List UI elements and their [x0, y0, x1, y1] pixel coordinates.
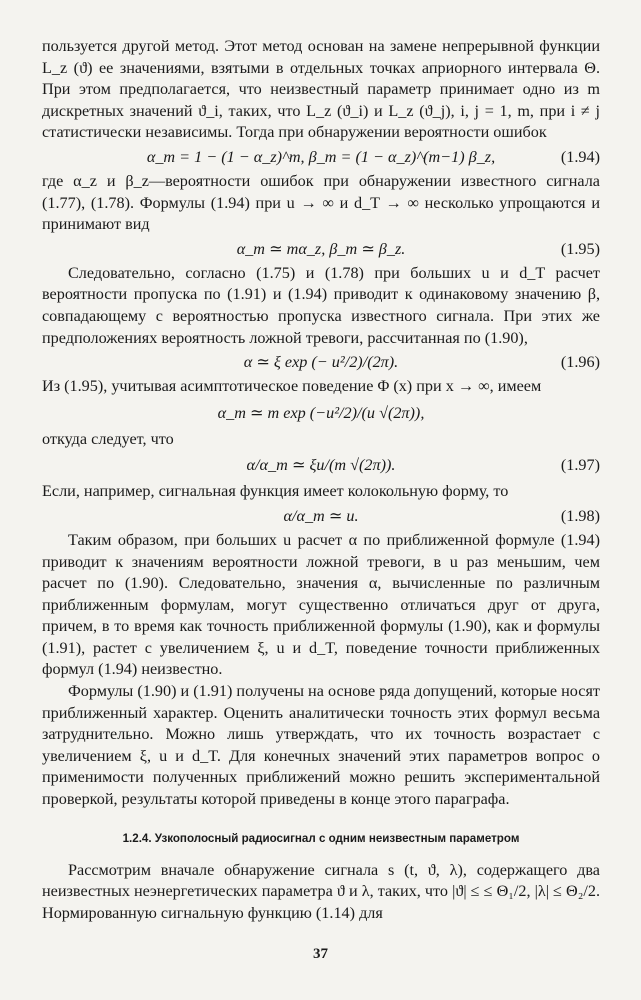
- paragraph-3: Следовательно, согласно (1.75) и (1.78) при больших u и d_T расчет вероятности пропуска по (1.91) и (1.94) приводит к одинаковому значению β, совпадающему с вероятностью пропуска известного сигнала. При этих же предположениях вероятность ложной тревоги, рассчитанная по (1.90),: [42, 263, 600, 347]
- equation-number: (1.97): [560, 456, 600, 475]
- equation-formula: α_m = 1 − (1 − α_z)^m, β_m = (1 − α_z)^(m−1) β_z,: [146, 147, 496, 166]
- equation-number: (1.98): [560, 506, 600, 525]
- equation-1-94: [42, 144, 600, 171]
- equation-asymptotic: [42, 398, 600, 429]
- paragraph-1: пользуется другой метод. Этот метод основан на замене непрерывной функции L_z (ϑ) ее значениями, взятыми в отдельных точках априорного интервала Θ. При этом предполагается, что неизвестный параметр принимает одно из m дискретных значений ϑ_i, таких, что L_z (ϑ_i) и L_z (ϑ_j), i, j = 1, m, при i ≠ j статистически независимы. Тогда при обнаружении вероятности ошибок: [42, 37, 600, 142]
- equation-number: (1.96): [560, 353, 600, 372]
- equation-1-96: [42, 349, 600, 376]
- equation-1-97: [42, 450, 600, 481]
- paragraph-8: Формулы (1.90) и (1.91) получены на основе ряда допущений, которые носят приближенный характер. Оценить аналитически точность этих формул весьма затруднительно. Можно лишь утверждать, что их точность возрастает с увеличением ξ, u и d_T. Для конечных значений этих параметров вопрос о применимости полученных приближений можно решить экспериментальной проверкой, результаты которой приведены в конце этого параграфа.: [42, 682, 600, 809]
- equation-formula: α/α_m ≃ ξu/(m √(2π)).: [246, 456, 396, 475]
- equation-1-95: [42, 236, 600, 263]
- paragraph-7: Таким образом, при больших u расчет α по приближенной формуле (1.94) приводит к значениям вероятности ложной тревоги, в u раз меньшим, чем расчет по (1.90). Следовательно, значения α, вычисленные по различным приближенным формулам, могут существенно отличаться друг от друга, причем, в то время как точность приближенной формулы (1.90), как и формулы (1.91), растет с увеличением ξ, u и d_T, поведение точности приближенных формул (1.94) неизвестно.: [42, 530, 600, 679]
- paragraph-6: Если, например, сигнальная функция имеет колокольную форму, то: [42, 482, 509, 501]
- section-heading: 1.2.4. Узкополосный радиосигнал с одним неизвестным параметром: [122, 831, 520, 845]
- equation-formula: α ≃ ξ exp (− u²/2)/(2π).: [243, 353, 399, 372]
- equation-formula: α/α_m ≃ u.: [283, 506, 359, 525]
- page-content: [42, 36, 600, 924]
- paragraph-5: откуда следует, что: [42, 429, 174, 448]
- paragraph-4: Из (1.95), учитывая асимптотическое поведение Φ (x) при x → ∞, имеем: [42, 377, 542, 396]
- paragraph-2: где α_z и β_z—вероятности ошибок при обнаружении известного сигнала (1.77), (1.78). Формулы (1.94) при u → ∞ и d_T → ∞ несколько упрощаются и принимают вид: [42, 171, 600, 234]
- equation-number: (1.95): [560, 239, 600, 258]
- equation-formula: α_m ≃ mα_z, β_m ≃ β_z.: [236, 239, 406, 258]
- paragraph-9: Рассмотрим вначале обнаружение сигнала s (t, ϑ, λ), содержащего два неизвестных неэнергетических параметра ϑ и λ, таких, что |ϑ| ≤ ≤ Θ₁/2, |λ| ≤ Θ₂/2. Нормированную сигнальную функцию (1.14) для: [42, 860, 600, 922]
- equation-1-98: [42, 503, 600, 530]
- page-number: 37: [313, 946, 328, 962]
- equation-formula: α_m ≃ m exp (−u²/2)/(u √(2π)),: [217, 403, 425, 422]
- equation-number: (1.94): [560, 147, 600, 166]
